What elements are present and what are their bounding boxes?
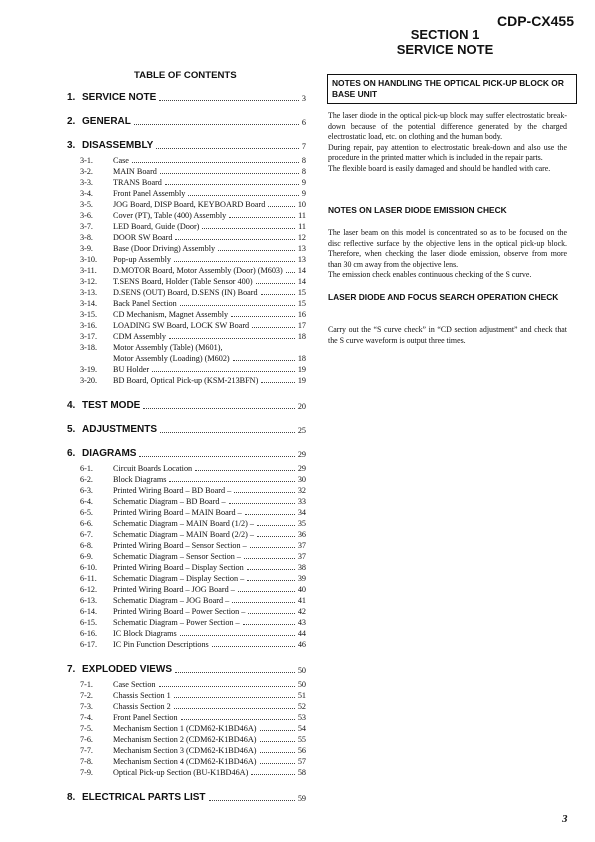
toc-subsection-entry [67, 363, 306, 374]
toc-entry-number: 6-15. [80, 618, 98, 627]
toc-subsection-entry [67, 264, 306, 275]
toc-entry-number: 3-5. [80, 200, 93, 209]
toc-entry-page: 35 [297, 519, 306, 528]
toc-leader-dots [231, 316, 295, 317]
toc-subsection-entry [67, 242, 306, 253]
toc-subsection-entry [67, 275, 306, 286]
toc-entry-number: 3-13. [80, 288, 98, 297]
toc-entry-page: 14 [297, 266, 306, 275]
toc-entry-label: CD Mechanism, Magnet Assembly [113, 310, 229, 319]
toc-entry-page: 3 [301, 94, 306, 103]
toc-entry-label: Mechanism Section 4 (CDM62-K1BD46A) [113, 757, 257, 766]
toc-entry-page: 8 [301, 156, 306, 165]
toc-subsection-entry [67, 539, 306, 550]
toc-entry-label: BD Board, Optical Pick-up (KSM-213BFN) [113, 376, 259, 385]
toc-subsection-entry [67, 700, 306, 711]
toc-entry-number: 6-2. [80, 475, 93, 484]
toc-entry-label: DOOR SW Board [113, 233, 173, 242]
toc-subsection-entry [67, 330, 306, 341]
toc-entry-page: 19 [297, 376, 306, 385]
toc-subsection-entry [67, 572, 306, 583]
toc-entry-number: 3-15. [80, 310, 98, 319]
toc-leader-dots [152, 371, 295, 372]
toc-entry-page: 10 [297, 200, 306, 209]
toc-entry-page: 11 [298, 222, 306, 231]
laser-emission-heading: NOTES ON LASER DIODE EMISSION CHECK [328, 205, 507, 215]
toc-leader-dots [260, 763, 295, 764]
page-number: 3 [562, 813, 568, 825]
toc-entry-number: 2. [67, 116, 76, 127]
toc-subsection-entry [67, 341, 306, 352]
toc-entry-page: 15 [297, 299, 306, 308]
toc-entry-number: 3-16. [80, 321, 98, 330]
focus-search-body [328, 325, 567, 346]
toc-leader-dots [159, 686, 295, 687]
toc-subsection-entry [67, 594, 306, 605]
toc-entry-number: 6-5. [80, 508, 93, 517]
toc-leader-dots [180, 305, 295, 306]
toc-entry-page: 40 [297, 585, 306, 594]
toc-entry-page: 38 [297, 563, 306, 572]
toc-entry-label: Schematic Diagram – Display Section – [113, 574, 245, 583]
toc-entry-page: 50 [297, 680, 306, 689]
toc-entry-number: 3-3. [80, 178, 93, 187]
toc-entry-page: 59 [297, 794, 306, 803]
toc-subsection-entry [67, 297, 306, 308]
toc-subsection-entry [67, 689, 306, 700]
toc-entry-label: BU Holder [113, 365, 150, 374]
laser-emission-body [328, 228, 567, 281]
toc-leader-dots [251, 774, 295, 775]
toc-entry-page: 34 [297, 508, 306, 517]
toc-entry-number: 7-3. [80, 702, 93, 711]
toc-leader-dots [247, 569, 295, 570]
toc-leader-dots [169, 481, 294, 482]
toc-subsection-entry [67, 374, 306, 385]
toc-subsection-entry [67, 253, 306, 264]
toc-entry-label: Chassis Section 1 [113, 691, 171, 700]
toc-entry-page: 39 [297, 574, 306, 583]
laser-paragraph-2: The emission check enables continuous checking of the S curve. [328, 270, 532, 280]
toc-entry-page: 44 [297, 629, 306, 638]
toc-entry-page: 18 [297, 354, 306, 363]
toc-leader-dots [156, 148, 299, 149]
toc-entry-page: 11 [298, 211, 306, 220]
toc-leader-dots [175, 239, 294, 240]
toc-entry-page: 6 [301, 118, 306, 127]
toc-entry-number: 6-8. [80, 541, 93, 550]
toc-leader-dots [139, 456, 294, 457]
toc-subsection-entry [67, 319, 306, 330]
toc-entry-page: 37 [297, 552, 306, 561]
toc-leader-dots [174, 697, 295, 698]
toc-entry-label: Front Panel Assembly [113, 189, 186, 198]
toc-entry-page: 17 [297, 321, 306, 330]
toc-entry-page: 19 [297, 365, 306, 374]
toc-entry-number: 3-9. [80, 244, 93, 253]
toc-entry-label: Printed Wiring Board – JOG Board – [113, 585, 235, 594]
toc-entry-page: 56 [297, 746, 306, 755]
toc-entry-number: 6. [67, 448, 76, 459]
toc-entry-number: 6-4. [80, 497, 93, 506]
toc-entry-number: 6-14. [80, 607, 98, 616]
toc-entry-label: ADJUSTMENTS [82, 424, 158, 435]
toc-leader-dots [257, 525, 295, 526]
toc-leader-dots [195, 470, 295, 471]
toc-entry-number: 7. [67, 664, 76, 675]
toc-entry-page: 58 [297, 768, 306, 777]
toc-entry-page: 8 [301, 167, 306, 176]
toc-leader-dots [248, 613, 294, 614]
toc-subsection-entry [67, 678, 306, 689]
toc-leader-dots [260, 741, 295, 742]
toc-entry-label: Schematic Diagram – Sensor Section – [113, 552, 242, 561]
toc-section-entry [67, 792, 306, 803]
toc-leader-dots [286, 272, 295, 273]
toc-entry-number: 6-13. [80, 596, 98, 605]
toc-entry-page: 18 [297, 332, 306, 341]
toc-subsection-entry [67, 484, 306, 495]
toc-entry-label: Printed Wiring Board – Power Section – [113, 607, 246, 616]
toc-leader-dots [188, 195, 299, 196]
toc-entry-label: Motor Assembly (Table) (M601), [113, 343, 223, 352]
toc-entry-number: 7-2. [80, 691, 93, 700]
toc-entry-label: Schematic Diagram – MAIN Board (2/2) – [113, 530, 254, 539]
toc-leader-dots [260, 730, 295, 731]
toc-entry-number: 3-19. [80, 365, 98, 374]
toc-subsection-entry [67, 550, 306, 561]
handling-paragraph-1: The laser diode in the optical pick-up block may suffer electrostatic break-down because of the potential difference generated by the charged electrostatic load, etc. on clothing and the human body. [328, 111, 567, 142]
toc-entry-page: 55 [297, 735, 306, 744]
toc-entry-number: 3-14. [80, 299, 98, 308]
toc-subsection-entry [67, 733, 306, 744]
toc-entry-label: CDM Assembly [113, 332, 166, 341]
toc-entry-label: GENERAL [82, 116, 131, 127]
toc-entry-label: Chassis Section 2 [113, 702, 171, 711]
toc-entry-page: 54 [297, 724, 306, 733]
section-title: SERVICE NOTE [396, 42, 494, 57]
toc-leader-dots [134, 124, 299, 125]
handling-paragraph-3: The flexible board is easily damaged and should be handled with care. [328, 163, 551, 173]
toc-entry-page: 33 [297, 497, 306, 506]
toc-subsection-entry [67, 198, 306, 209]
toc-entry-page: 13 [297, 255, 306, 264]
toc-leader-dots [229, 217, 295, 218]
toc-subsection-entry [67, 231, 306, 242]
toc-entry-label: Optical Pick-up Section (BU-K1BD46A) [113, 768, 249, 777]
toc-entry-page: 7 [301, 142, 306, 151]
toc-entry-number: 3-4. [80, 189, 93, 198]
toc-leader-dots [209, 800, 295, 801]
toc-entry-label: EXPLODED VIEWS [82, 664, 173, 675]
toc-entry-label: Circuit Boards Location [113, 464, 193, 473]
toc-leader-dots [268, 206, 295, 207]
toc-entry-page: 42 [297, 607, 306, 616]
toc-entry-page: 29 [297, 450, 306, 459]
toc-entry-label: Printed Wiring Board – Sensor Section – [113, 541, 247, 550]
model-number: CDP-CX455 [496, 13, 574, 29]
toc-entry-label: Pop-up Assembly [113, 255, 171, 264]
toc-section-entry [67, 448, 306, 459]
toc-leader-dots [245, 514, 295, 515]
toc-entry-label: Schematic Diagram – Power Section – [113, 618, 240, 627]
toc-entry-number: 3-20. [80, 376, 98, 385]
toc-entry-number: 3-10. [80, 255, 98, 264]
handling-notes-heading-box [327, 74, 577, 104]
toc-entry-page: 15 [297, 288, 306, 297]
toc-subsection-entry [67, 506, 306, 517]
laser-paragraph-1: The laser beam on this model is concentrated so as to be focused on the disc reflective surface by the objective lens in the optical pick-up block. Therefore, when checking the laser diode emission, observe from more than 30 cm away from the objective lens. [328, 228, 567, 269]
toc-section-entry [67, 140, 306, 151]
toc-subsection-entry [67, 755, 306, 766]
toc-entry-number: 3-17. [80, 332, 98, 341]
toc-entry-number: 6-3. [80, 486, 93, 495]
toc-entry-number: 3. [67, 140, 76, 151]
toc-subsection-entry [67, 176, 306, 187]
toc-entry-number: 3-7. [80, 222, 93, 231]
toc-entry-number: 8. [67, 792, 76, 803]
toc-subsection-entry [67, 638, 306, 649]
toc-leader-dots [229, 503, 295, 504]
toc-leader-dots [261, 294, 295, 295]
toc-leader-dots [174, 708, 295, 709]
toc-subsection-entry [67, 473, 306, 484]
toc-entry-label: Mechanism Section 1 (CDM62-K1BD46A) [113, 724, 257, 733]
toc-leader-dots [180, 635, 295, 636]
toc-entry-number: 7-5. [80, 724, 93, 733]
toc-entry-page: 20 [297, 402, 306, 411]
toc-entry-page: 9 [301, 178, 306, 187]
toc-leader-dots [160, 173, 299, 174]
toc-entry-label: Case [113, 156, 129, 165]
toc-entry-label: IC Pin Function Descriptions [113, 640, 209, 649]
toc-section-entry [67, 92, 306, 103]
toc-entry-page: 16 [297, 310, 306, 319]
toc-section-entry [67, 116, 306, 127]
toc-leader-dots [247, 580, 295, 581]
toc-entry-label: Mechanism Section 2 (CDM62-K1BD46A) [113, 735, 257, 744]
toc-entry-label: D.MOTOR Board, Motor Assembly (Door) (M603) [113, 266, 283, 275]
toc-subsection-entry [67, 528, 306, 539]
toc-entry-page: 32 [297, 486, 306, 495]
toc-subsection-entry [67, 220, 306, 231]
toc-subsection-entry [67, 711, 306, 722]
toc-entry-number: 6-17. [80, 640, 98, 649]
toc-entry-number: 3-2. [80, 167, 93, 176]
toc-leader-dots [165, 184, 299, 185]
toc-entry-page: 51 [297, 691, 306, 700]
toc-leader-dots [143, 408, 294, 409]
toc-entry-number: 7-9. [80, 768, 93, 777]
toc-heading: TABLE OF CONTENTS [134, 70, 237, 81]
toc-leader-dots [238, 591, 295, 592]
toc-subsection-entry [67, 583, 306, 594]
toc-entry-number: 3-18. [80, 343, 98, 352]
toc-entry-page: 52 [297, 702, 306, 711]
toc-entry-label: TRANS Board [113, 178, 162, 187]
toc-entry-number: 3-12. [80, 277, 98, 286]
toc-entry-label: Schematic Diagram – JOG Board – [113, 596, 230, 605]
toc-section-entry [67, 664, 306, 675]
toc-entry-page: 13 [297, 244, 306, 253]
toc-leader-dots [132, 162, 299, 163]
toc-leader-dots [260, 752, 295, 753]
toc-entry-page: 46 [297, 640, 306, 649]
handling-paragraph-2: During repair, pay attention to electrostatic break-down and also use the procedure in the printed matter which is included in the repair parts. [328, 142, 567, 163]
toc-subsection-entry [67, 616, 306, 627]
toc-entry-number: 6-9. [80, 552, 93, 561]
toc-entry-page: 25 [297, 426, 306, 435]
toc-subsection-entry [67, 722, 306, 733]
toc-subsection-entry [67, 209, 306, 220]
handling-notes-body [328, 111, 567, 175]
toc-leader-dots [252, 327, 295, 328]
toc-leader-dots [244, 558, 295, 559]
toc-leader-dots [175, 672, 295, 673]
toc-entry-number: 7-1. [80, 680, 93, 689]
toc-leader-dots [234, 492, 295, 493]
toc-entry-label: LED Board, Guide (Door) [113, 222, 200, 231]
toc-entry-label: MAIN Board [113, 167, 157, 176]
toc-entry-page: 37 [297, 541, 306, 550]
focus-search-heading: LASER DIODE AND FOCUS SEARCH OPERATION CHECK [328, 292, 559, 302]
toc-entry-number: 3-8. [80, 233, 93, 242]
toc-entry-number: 6-1. [80, 464, 93, 473]
toc-entry-label: D.SENS (OUT) Board, D.SENS (IN) Board [113, 288, 258, 297]
toc-leader-dots [232, 602, 295, 603]
toc-entry-number: 3-1. [80, 156, 93, 165]
toc-subsection-entry [67, 462, 306, 473]
toc-subsection-entry [67, 561, 306, 572]
toc-entry-label: T.SENS Board, Holder (Table Sensor 400) [113, 277, 253, 286]
toc-entry-label: Cover (PT), Table (400) Assembly [113, 211, 227, 220]
toc-entry-label: Mechanism Section 3 (CDM62-K1BD46A) [113, 746, 257, 755]
toc-section-entry [67, 424, 306, 435]
toc-entry-label: Schematic Diagram – BD Board – [113, 497, 226, 506]
toc-entry-label: Motor Assembly (Loading) (M602) [113, 354, 230, 363]
toc-entry-number: 7-7. [80, 746, 93, 755]
toc-entry-label: Block Diagrams [113, 475, 167, 484]
toc-entry-label: DIAGRAMS [82, 448, 137, 459]
toc-subsection-entry [67, 165, 306, 176]
toc-leader-dots [261, 382, 294, 383]
toc-entry-number: 6-12. [80, 585, 98, 594]
toc-entry-page: 9 [301, 189, 306, 198]
section-number: SECTION 1 [410, 27, 480, 42]
toc-entry-label: LOADING SW Board, LOCK SW Board [113, 321, 250, 330]
toc-entry-page: 29 [297, 464, 306, 473]
toc-leader-dots [233, 360, 295, 361]
toc-entry-page: 30 [297, 475, 306, 484]
toc-subsection-entry [67, 308, 306, 319]
toc-entry-page: 36 [297, 530, 306, 539]
toc-entry-label: SERVICE NOTE [82, 92, 157, 103]
toc-entry-label: Case Section [113, 680, 156, 689]
toc-leader-dots [256, 283, 295, 284]
toc-leader-dots [181, 719, 295, 720]
toc-entry-number: 7-6. [80, 735, 93, 744]
toc-entry-number: 6-7. [80, 530, 93, 539]
toc-subsection-entry [67, 187, 306, 198]
toc-leader-dots [174, 261, 295, 262]
toc-entry-label: Printed Wiring Board – Display Section [113, 563, 244, 572]
toc-entry-label: Printed Wiring Board – MAIN Board – [113, 508, 242, 517]
toc-entry-number: 1. [67, 92, 76, 103]
toc-leader-dots [250, 547, 295, 548]
toc-leader-dots [257, 536, 295, 537]
toc-subsection-entry [67, 352, 306, 363]
toc-entry-label: IC Block Diagrams [113, 629, 177, 638]
toc-subsection-entry [67, 517, 306, 528]
toc-entry-number: 7-4. [80, 713, 93, 722]
toc-entry-page: 12 [297, 233, 306, 242]
toc-leader-dots [218, 250, 295, 251]
toc-entry-number: 3-6. [80, 211, 93, 220]
toc-entry-label: JOG Board, DISP Board, KEYBOARD Board [113, 200, 266, 209]
toc-subsection-entry [67, 154, 306, 165]
toc-subsection-entry [67, 286, 306, 297]
toc-subsection-entry [67, 627, 306, 638]
toc-entry-page: 43 [297, 618, 306, 627]
toc-entry-number: 5. [67, 424, 76, 435]
toc-entry-page: 53 [297, 713, 306, 722]
toc-entry-number: 7-8. [80, 757, 93, 766]
toc-leader-dots [159, 100, 299, 101]
toc-leader-dots [243, 624, 295, 625]
toc-entry-label: DISASSEMBLY [82, 140, 154, 151]
toc-entry-label: Base (Door Driving) Assembly [113, 244, 216, 253]
toc-leader-dots [160, 432, 295, 433]
handling-notes-heading: NOTES ON HANDLING THE OPTICAL PICK-UP BLOCK OR BASE UNIT [332, 78, 564, 99]
toc-entry-label: ELECTRICAL PARTS LIST [82, 792, 206, 803]
toc-subsection-entry [67, 495, 306, 506]
toc-subsection-entry [67, 744, 306, 755]
toc-subsection-entry [67, 766, 306, 777]
focus-paragraph-1: Carry out the “S curve check” in “CD section adjustment” and check that the S curve waveform is output three times. [328, 325, 567, 345]
toc-entry-page: 50 [297, 666, 306, 675]
toc-entry-label: Printed Wiring Board – BD Board – [113, 486, 232, 495]
toc-entry-label: TEST MODE [82, 400, 141, 411]
toc-entry-number: 6-10. [80, 563, 98, 572]
toc-entry-number: 6-11. [80, 574, 97, 583]
toc-leader-dots [202, 228, 295, 229]
toc-leader-dots [212, 646, 295, 647]
toc-subsection-entry [67, 605, 306, 616]
toc-section-entry [67, 400, 306, 411]
toc-entry-number: 4. [67, 400, 76, 411]
toc-entry-label: Front Panel Section [113, 713, 178, 722]
toc-leader-dots [169, 338, 295, 339]
toc-entry-number: 6-16. [80, 629, 98, 638]
toc-entry-page: 14 [297, 277, 306, 286]
toc-entry-number: 6-6. [80, 519, 93, 528]
toc-entry-number: 3-11. [80, 266, 97, 275]
toc-entry-page: 41 [297, 596, 306, 605]
toc-entry-label: Schematic Diagram – MAIN Board (1/2) – [113, 519, 254, 528]
toc-entry-page: 57 [297, 757, 306, 766]
toc-entry-label: Back Panel Section [113, 299, 177, 308]
